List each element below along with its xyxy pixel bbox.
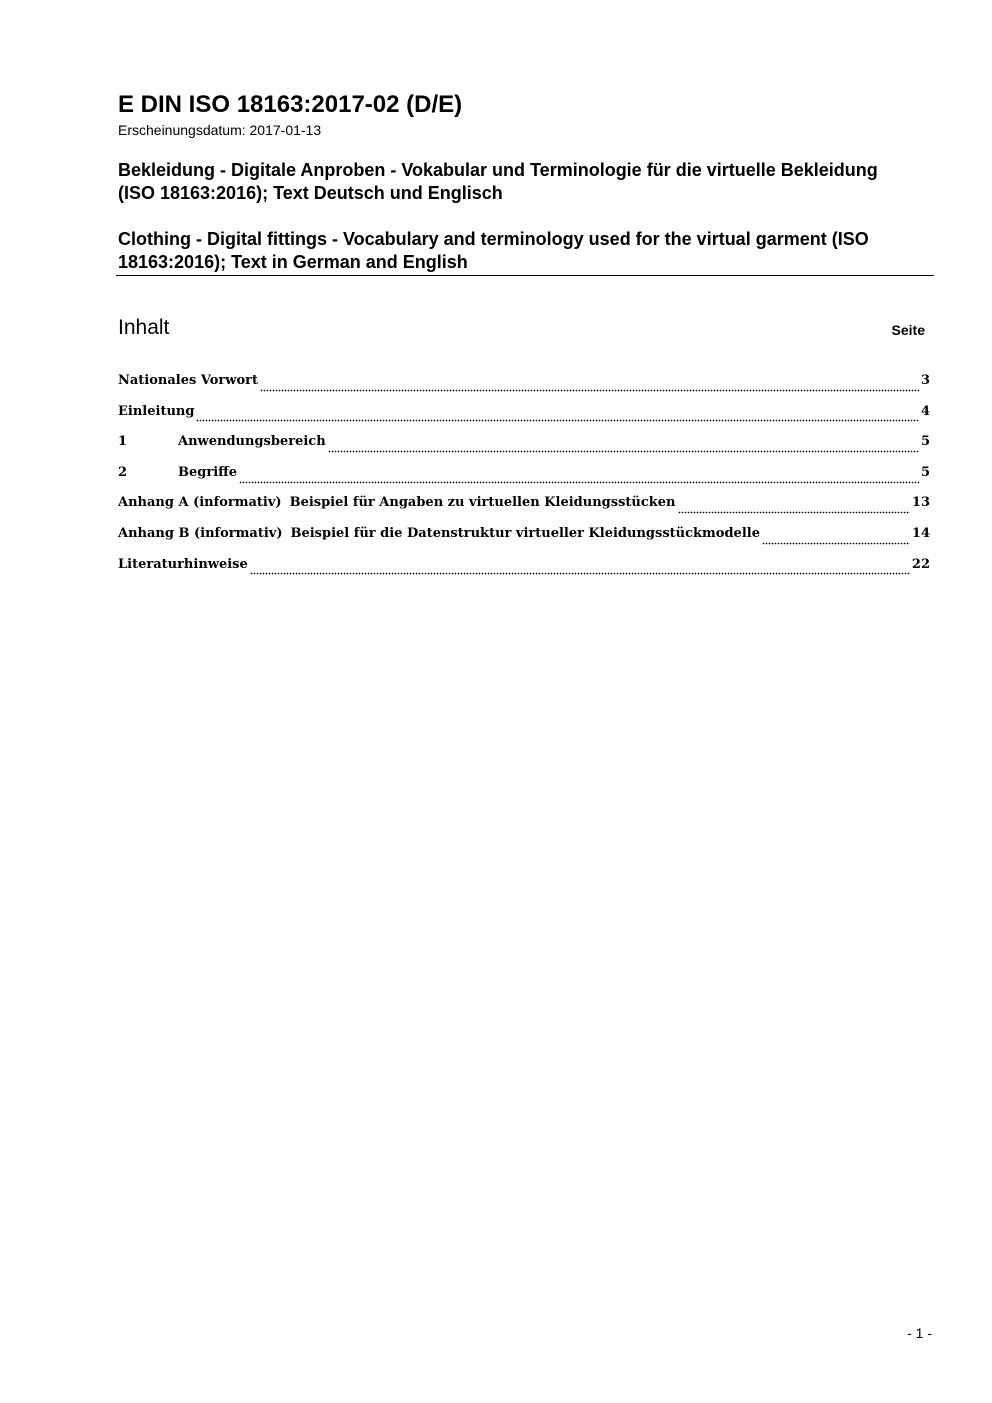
toc-entry-anwendungsbereich[interactable] [118,430,930,461]
toc-heading: Inhalt [118,316,170,339]
toc-dot-leader [678,505,910,514]
toc-entry-annex: Anhang B (informativ) [118,525,283,541]
toc-entry-page: 14 [911,525,930,541]
toc-entry-label: Einleitung [118,403,195,419]
toc-entry-literaturhinweise[interactable] [118,553,930,584]
toc-entry-begriffe[interactable] [118,461,930,492]
toc-entry-page: 13 [911,495,930,511]
toc-entry-label: Literaturhinweise [118,556,248,572]
title-english: Clothing - Digital fittings - Vocabulary and terminology used for the virtual garment (ISO 18163:2016); Text in German and English [118,229,869,272]
toc-entry-page: 22 [911,556,930,572]
publication-date: Erscheinungsdatum: 2017-01-13 [118,122,322,138]
toc-entry-label: Beispiel für Angaben zu virtuellen Kleidungsstücken [289,495,676,511]
table-of-contents [118,369,930,583]
toc-entry-number: 2 [118,464,128,480]
document-title: E DIN ISO 18163:2017-02 (D/E) [118,91,463,118]
toc-entry-label: Beispiel für die Datenstruktur virtueller Kleidungsstückmodelle [290,525,760,541]
toc-entry-page: 3 [920,373,930,388]
toc-dot-leader [328,444,919,453]
toc-entry-label: Anwendungsbereich [178,434,326,450]
toc-entry-anhang-a[interactable] [118,491,930,522]
toc-entry-einleitung[interactable] [118,400,930,431]
toc-entry-page: 5 [920,434,930,450]
toc-entry-anhang-b[interactable] [118,522,930,553]
toc-dot-leader [260,383,919,392]
toc-dot-leader [239,475,919,484]
toc-dot-leader [250,566,910,575]
toc-entry-annex: Anhang A (informativ) [118,495,282,511]
toc-entry-label: Nationales Vorwort [118,373,258,388]
title-german: Bekleidung - Digitale Anproben - Vokabular und Terminologie für die virtuelle Bekleidung (ISO 18163:2016); Text Deutsch und Englisch [118,160,878,203]
toc-dot-leader [762,536,910,545]
toc-entry-label: Begriffe [178,464,238,480]
toc-entry-nationales-vorwort[interactable] [118,369,930,400]
toc-entry-page: 5 [920,464,930,480]
toc-dot-leader [196,413,919,422]
page-number: - 1 - [907,1325,932,1341]
toc-page-label: Seite [891,322,925,338]
toc-entry-number: 1 [118,434,128,450]
title-divider [116,275,934,276]
toc-entry-page: 4 [920,403,930,419]
